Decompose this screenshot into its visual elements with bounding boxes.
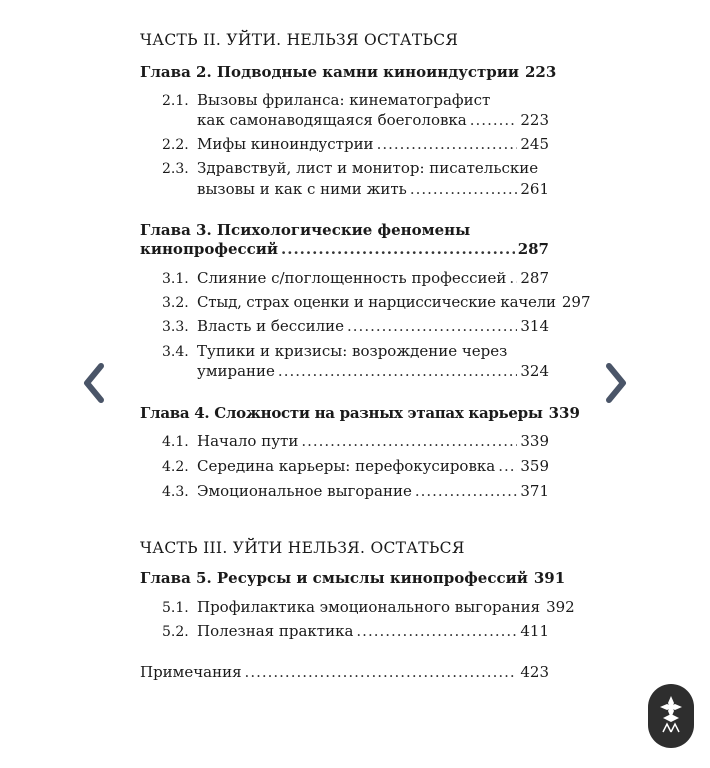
section-number: 2.3. <box>162 161 189 177</box>
toc-section-3-2[interactable] <box>197 293 591 311</box>
leader-dots <box>278 362 517 380</box>
leader-dots <box>245 663 518 681</box>
leader-dots <box>347 317 517 335</box>
section-number: 2.2. <box>162 137 189 153</box>
toc-section-5-1[interactable] <box>197 598 575 616</box>
section-title: как самонаводящаяся боеголовка <box>197 111 467 129</box>
section-number: 4.3. <box>162 484 189 500</box>
section-title: Середина карьеры: перефокусировка <box>197 457 496 475</box>
page-number: 314 <box>520 317 549 335</box>
toc-section-2-1-line1[interactable]: Вызовы фриланса: кинематографист <box>197 91 491 109</box>
chevron-left-icon <box>79 360 109 406</box>
leader-dots <box>509 269 517 287</box>
section-title: Эмоциональное выгорание <box>197 482 412 500</box>
leader-dots <box>377 135 518 153</box>
section-title: умирание <box>197 362 275 380</box>
page-number: 245 <box>520 135 549 153</box>
toc-section-2-3-line1[interactable]: Здравствуй, лист и монитор: писательские <box>197 159 539 177</box>
toc-section-3-1[interactable] <box>197 269 549 287</box>
page-number: 423 <box>520 663 549 681</box>
toc-chapter-3-line1[interactable]: Глава 3. Психологические феномены <box>140 221 471 239</box>
page-number: 392 <box>546 598 575 616</box>
section-title: Полезная практика <box>197 622 354 640</box>
toc-chapter-2[interactable] <box>140 63 557 81</box>
page-number: 261 <box>520 180 549 198</box>
section-number: 5.1. <box>162 600 189 616</box>
section-number: 2.1. <box>162 93 189 109</box>
chapter-title: Глава 5. Ресурсы и смыслы кинопрофессий <box>140 569 528 587</box>
section-title: Слияние с/поглощенность профессией <box>197 269 507 287</box>
leader-dots <box>356 622 517 640</box>
page-number: 297 <box>561 293 591 311</box>
section-number: 3.1. <box>162 271 189 287</box>
toc-section-3-4-line1[interactable]: Тупики и кризисы: возрождение через <box>197 342 508 360</box>
chapter-title: Глава 4. Сложности на разных этапах карьеры <box>140 404 543 422</box>
section-title: Власть и бессилие <box>197 317 345 335</box>
toc-section-5-2[interactable] <box>197 622 549 640</box>
page-number: 324 <box>520 362 549 380</box>
toc-section-2-3[interactable] <box>197 180 549 198</box>
toc-chapter-4[interactable] <box>140 404 580 422</box>
section-title: Профилактика эмоционального выгорания <box>197 598 541 616</box>
next-page-button[interactable] <box>601 360 631 406</box>
leader-dots <box>470 111 518 129</box>
section-number: 3.2. <box>162 295 189 311</box>
leader-dots <box>281 240 515 258</box>
part-3-title: ЧАСТЬ III. УЙТИ НЕЛЬЗЯ. ОСТАТЬСЯ <box>140 539 465 557</box>
chapter-title: Глава 2. Подводные камни киноиндустрии <box>140 63 519 81</box>
page-number: 411 <box>520 622 549 640</box>
page-number: 359 <box>520 457 549 475</box>
section-number: 4.1. <box>162 434 189 450</box>
toc-section-4-2[interactable] <box>197 457 549 475</box>
page-number: 287 <box>517 240 549 258</box>
toc-section-4-3[interactable] <box>197 482 549 500</box>
toc-chapter-5[interactable] <box>140 569 566 587</box>
toc-notes[interactable] <box>140 663 549 681</box>
page-number: 223 <box>520 111 549 129</box>
section-title: вызовы и как с ними жить <box>197 180 407 198</box>
toc-section-4-1[interactable] <box>197 432 549 450</box>
notes-title: Примечания <box>140 663 242 681</box>
toc-section-2-2[interactable] <box>197 135 549 153</box>
toc-section-3-3[interactable] <box>197 317 549 335</box>
publisher-logo[interactable] <box>648 684 694 748</box>
toc-section-3-4[interactable] <box>197 362 549 380</box>
part-2-title: ЧАСТЬ II. УЙТИ. НЕЛЬЗЯ ОСТАТЬСЯ <box>140 31 459 49</box>
page-number: 391 <box>533 569 566 587</box>
prev-page-button[interactable] <box>79 360 109 406</box>
chevron-right-icon <box>601 360 631 406</box>
leader-dots <box>410 180 518 198</box>
page-number: 371 <box>520 482 549 500</box>
section-title: Стыд, страх оценки и нарциссические качели <box>197 293 556 311</box>
toc-section-2-1[interactable] <box>197 111 549 129</box>
section-number: 3.4. <box>162 344 189 360</box>
leader-dots <box>415 482 518 500</box>
section-number: 4.2. <box>162 459 189 475</box>
section-title: Мифы киноиндустрии <box>197 135 374 153</box>
leader-dots <box>498 457 517 475</box>
chapter-title: кинопрофессий <box>140 240 279 258</box>
page-number: 287 <box>520 269 549 287</box>
page-number: 339 <box>548 404 580 422</box>
publisher-logo-icon <box>648 684 694 748</box>
page-number: 339 <box>520 432 549 450</box>
toc-chapter-3[interactable] <box>140 240 549 258</box>
section-number: 5.2. <box>162 624 189 640</box>
page-number: 223 <box>525 63 557 81</box>
section-title: Начало пути <box>197 432 299 450</box>
leader-dots <box>301 432 517 450</box>
section-number: 3.3. <box>162 319 189 335</box>
